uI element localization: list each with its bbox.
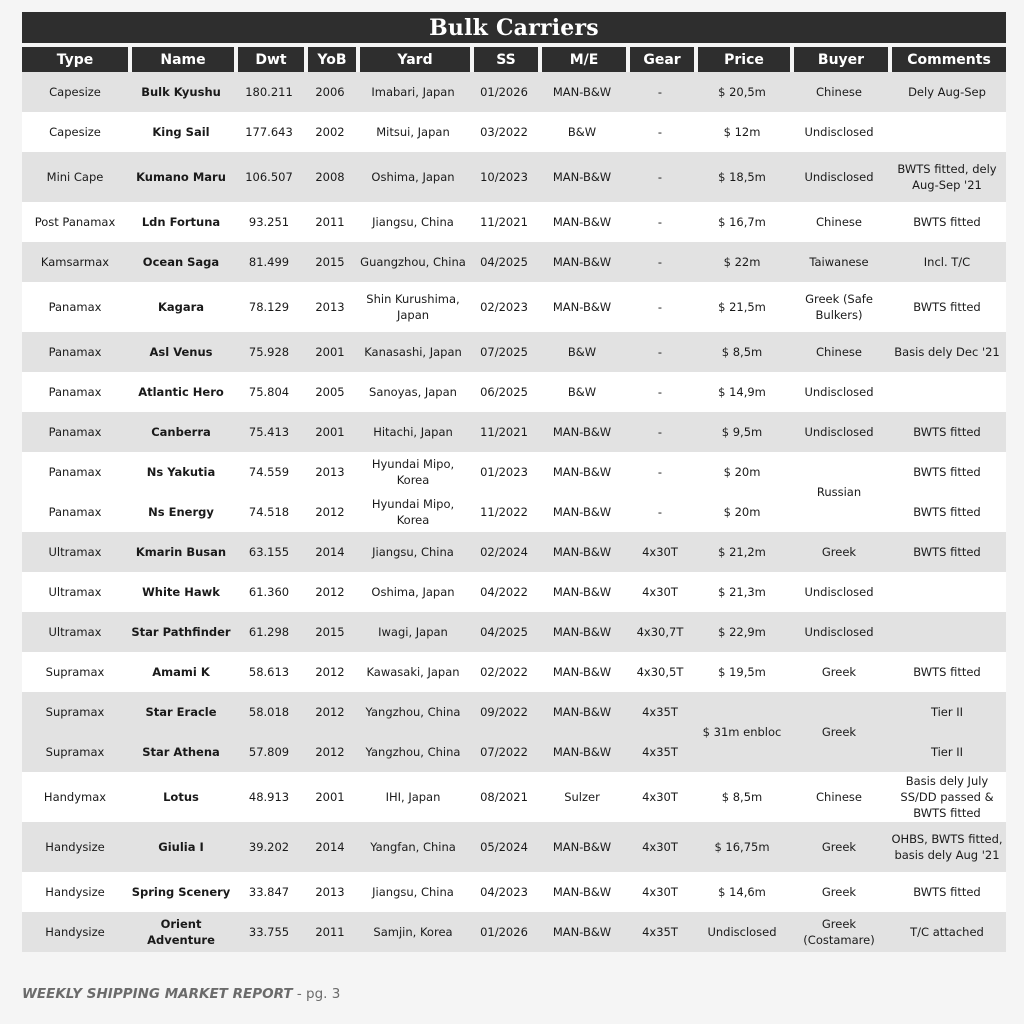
cell-price: $ 12m bbox=[694, 112, 790, 152]
cell-buyer: Greek bbox=[790, 872, 888, 912]
cell-buyer: Undisclosed bbox=[790, 152, 888, 202]
cell-gear: - bbox=[626, 492, 694, 532]
cell-gear: 4x30T bbox=[626, 772, 694, 822]
cell-yob: 2013 bbox=[304, 452, 356, 492]
cell-dwt: 74.559 bbox=[234, 452, 304, 492]
cell-name: Kumano Maru bbox=[128, 152, 234, 202]
report-title: WEEKLY SHIPPING MARKET REPORT bbox=[22, 986, 293, 1002]
cell-dwt: 177.643 bbox=[234, 112, 304, 152]
cell-me: MAN-B&W bbox=[538, 532, 626, 572]
cell-ss: 11/2022 bbox=[470, 492, 538, 532]
cell-me: MAN-B&W bbox=[538, 412, 626, 452]
table-row bbox=[22, 652, 1006, 692]
cell-dwt: 58.613 bbox=[234, 652, 304, 692]
cell-me: MAN-B&W bbox=[538, 732, 626, 772]
cell-type: Handysize bbox=[22, 912, 128, 952]
cell-ss: 04/2025 bbox=[470, 242, 538, 282]
cell-buyer: Chinese bbox=[790, 772, 888, 822]
cell-me: MAN-B&W bbox=[538, 872, 626, 912]
cell-yob: 2001 bbox=[304, 412, 356, 452]
cell-type: Post Panamax bbox=[22, 202, 128, 242]
cell-comments: BWTS fitted, dely Aug-Sep '21 bbox=[888, 152, 1006, 202]
cell-gear: 4x35T bbox=[626, 732, 694, 772]
cell-type: Panamax bbox=[22, 452, 128, 492]
cell-gear: 4x30,7T bbox=[626, 612, 694, 652]
cell-gear: 4x30T bbox=[626, 822, 694, 872]
cell-type: Ultramax bbox=[22, 532, 128, 572]
column-header: Dwt bbox=[234, 47, 304, 72]
cell-yard: Samjin, Korea bbox=[356, 912, 470, 952]
cell-buyer: Greek (Safe Bulkers) bbox=[790, 282, 888, 332]
bulk-carriers-table bbox=[22, 47, 1006, 952]
cell-name: Spring Scenery bbox=[128, 872, 234, 912]
cell-comments: BWTS fitted bbox=[888, 412, 1006, 452]
cell-comments: Incl. T/C bbox=[888, 242, 1006, 282]
cell-dwt: 48.913 bbox=[234, 772, 304, 822]
cell-price: $ 21,2m bbox=[694, 532, 790, 572]
cell-buyer: Taiwanese bbox=[790, 242, 888, 282]
cell-type: Handysize bbox=[22, 872, 128, 912]
table-row bbox=[22, 332, 1006, 372]
cell-buyer: Undisclosed bbox=[790, 612, 888, 652]
cell-buyer: Undisclosed bbox=[790, 112, 888, 152]
cell-ss: 01/2023 bbox=[470, 452, 538, 492]
cell-yard: Yangzhou, China bbox=[356, 692, 470, 732]
cell-comments: BWTS fitted bbox=[888, 872, 1006, 912]
cell-type: Panamax bbox=[22, 412, 128, 452]
cell-ss: 02/2022 bbox=[470, 652, 538, 692]
cell-type: Ultramax bbox=[22, 572, 128, 612]
cell-yard: Kawasaki, Japan bbox=[356, 652, 470, 692]
cell-dwt: 93.251 bbox=[234, 202, 304, 242]
cell-name: Ns Energy bbox=[128, 492, 234, 532]
cell-ss: 04/2022 bbox=[470, 572, 538, 612]
cell-me: Sulzer bbox=[538, 772, 626, 822]
cell-gear: 4x30,5T bbox=[626, 652, 694, 692]
cell-yob: 2008 bbox=[304, 152, 356, 202]
cell-buyer: Undisclosed bbox=[790, 372, 888, 412]
cell-gear: - bbox=[626, 372, 694, 412]
column-header: Name bbox=[128, 47, 234, 72]
cell-me: MAN-B&W bbox=[538, 242, 626, 282]
cell-ss: 07/2022 bbox=[470, 732, 538, 772]
cell-yob: 2012 bbox=[304, 652, 356, 692]
cell-yob: 2013 bbox=[304, 872, 356, 912]
column-header: Gear bbox=[626, 47, 694, 72]
cell-comments bbox=[888, 112, 1006, 152]
cell-dwt: 33.847 bbox=[234, 872, 304, 912]
cell-comments bbox=[888, 572, 1006, 612]
table-row bbox=[22, 242, 1006, 282]
cell-comments: Tier II bbox=[888, 732, 1006, 772]
cell-price: $ 14,6m bbox=[694, 872, 790, 912]
cell-buyer: Undisclosed bbox=[790, 412, 888, 452]
cell-gear: 4x35T bbox=[626, 692, 694, 732]
column-header: SS bbox=[470, 47, 538, 72]
cell-yard: Shin Kurushima, Japan bbox=[356, 282, 470, 332]
cell-gear: - bbox=[626, 72, 694, 112]
cell-yard: Mitsui, Japan bbox=[356, 112, 470, 152]
cell-name: Ldn Fortuna bbox=[128, 202, 234, 242]
cell-type: Panamax bbox=[22, 332, 128, 372]
cell-buyer: Greek bbox=[790, 692, 888, 772]
cell-me: MAN-B&W bbox=[538, 152, 626, 202]
cell-yard: Sanoyas, Japan bbox=[356, 372, 470, 412]
cell-me: B&W bbox=[538, 372, 626, 412]
footer bbox=[22, 986, 340, 1002]
cell-yob: 2014 bbox=[304, 822, 356, 872]
cell-price: $ 18,5m bbox=[694, 152, 790, 202]
table-row bbox=[22, 152, 1006, 202]
cell-me: MAN-B&W bbox=[538, 612, 626, 652]
table-body bbox=[22, 72, 1006, 952]
cell-ss: 10/2023 bbox=[470, 152, 538, 202]
cell-buyer: Greek (Costamare) bbox=[790, 912, 888, 952]
cell-yob: 2011 bbox=[304, 912, 356, 952]
cell-dwt: 33.755 bbox=[234, 912, 304, 952]
cell-name: Star Athena bbox=[128, 732, 234, 772]
cell-gear: 4x30T bbox=[626, 572, 694, 612]
cell-comments: Basis dely July SS/DD passed & BWTS fitted bbox=[888, 772, 1006, 822]
cell-ss: 11/2021 bbox=[470, 412, 538, 452]
cell-gear: - bbox=[626, 242, 694, 282]
cell-type: Panamax bbox=[22, 372, 128, 412]
cell-me: MAN-B&W bbox=[538, 72, 626, 112]
cell-name: Star Pathfinder bbox=[128, 612, 234, 652]
cell-type: Supramax bbox=[22, 692, 128, 732]
cell-price: $ 20,5m bbox=[694, 72, 790, 112]
cell-yard: Guangzhou, China bbox=[356, 242, 470, 282]
cell-yard: Hitachi, Japan bbox=[356, 412, 470, 452]
column-header: YoB bbox=[304, 47, 356, 72]
cell-buyer: Chinese bbox=[790, 332, 888, 372]
cell-gear: 4x35T bbox=[626, 912, 694, 952]
cell-type: Mini Cape bbox=[22, 152, 128, 202]
cell-yob: 2015 bbox=[304, 242, 356, 282]
cell-gear: 4x30T bbox=[626, 872, 694, 912]
cell-ss: 11/2021 bbox=[470, 202, 538, 242]
cell-yard: Jiangsu, China bbox=[356, 202, 470, 242]
cell-ss: 04/2025 bbox=[470, 612, 538, 652]
cell-type: Kamsarmax bbox=[22, 242, 128, 282]
cell-dwt: 75.928 bbox=[234, 332, 304, 372]
column-header: Buyer bbox=[790, 47, 888, 72]
cell-comments: OHBS, BWTS fitted, basis dely Aug '21 bbox=[888, 822, 1006, 872]
cell-me: B&W bbox=[538, 112, 626, 152]
table-row bbox=[22, 532, 1006, 572]
cell-yob: 2001 bbox=[304, 332, 356, 372]
column-header: Comments bbox=[888, 47, 1006, 72]
table-title: Bulk Carriers bbox=[22, 12, 1006, 43]
cell-yob: 2005 bbox=[304, 372, 356, 412]
cell-me: MAN-B&W bbox=[538, 822, 626, 872]
cell-name: Atlantic Hero bbox=[128, 372, 234, 412]
cell-gear: - bbox=[626, 282, 694, 332]
cell-ss: 03/2022 bbox=[470, 112, 538, 152]
cell-buyer: Chinese bbox=[790, 72, 888, 112]
cell-name: Canberra bbox=[128, 412, 234, 452]
cell-price: $ 8,5m bbox=[694, 772, 790, 822]
cell-me: MAN-B&W bbox=[538, 912, 626, 952]
cell-yob: 2012 bbox=[304, 572, 356, 612]
cell-yard: Hyundai Mipo, Korea bbox=[356, 492, 470, 532]
cell-yard: Iwagi, Japan bbox=[356, 612, 470, 652]
cell-name: Orient Adventure bbox=[128, 912, 234, 952]
cell-comments bbox=[888, 612, 1006, 652]
cell-me: B&W bbox=[538, 332, 626, 372]
cell-name: Star Eracle bbox=[128, 692, 234, 732]
cell-buyer: Greek bbox=[790, 532, 888, 572]
cell-comments bbox=[888, 372, 1006, 412]
table-row bbox=[22, 692, 1006, 732]
table-row bbox=[22, 452, 1006, 492]
cell-price: $ 20m bbox=[694, 492, 790, 532]
cell-ss: 02/2023 bbox=[470, 282, 538, 332]
cell-dwt: 180.211 bbox=[234, 72, 304, 112]
cell-name: White Hawk bbox=[128, 572, 234, 612]
cell-type: Handysize bbox=[22, 822, 128, 872]
cell-ss: 09/2022 bbox=[470, 692, 538, 732]
cell-yob: 2001 bbox=[304, 772, 356, 822]
cell-type: Ultramax bbox=[22, 612, 128, 652]
cell-gear: - bbox=[626, 112, 694, 152]
cell-name: Lotus bbox=[128, 772, 234, 822]
cell-gear: 4x30T bbox=[626, 532, 694, 572]
cell-yob: 2012 bbox=[304, 492, 356, 532]
cell-yob: 2011 bbox=[304, 202, 356, 242]
cell-yard: Jiangsu, China bbox=[356, 532, 470, 572]
cell-yob: 2013 bbox=[304, 282, 356, 332]
cell-dwt: 78.129 bbox=[234, 282, 304, 332]
cell-price: $ 16,7m bbox=[694, 202, 790, 242]
cell-price: $ 14,9m bbox=[694, 372, 790, 412]
cell-dwt: 106.507 bbox=[234, 152, 304, 202]
cell-gear: - bbox=[626, 202, 694, 242]
cell-price: Undisclosed bbox=[694, 912, 790, 952]
cell-comments: BWTS fitted bbox=[888, 282, 1006, 332]
table-row bbox=[22, 822, 1006, 872]
cell-type: Supramax bbox=[22, 732, 128, 772]
cell-ss: 04/2023 bbox=[470, 872, 538, 912]
cell-buyer: Undisclosed bbox=[790, 572, 888, 612]
column-header: M/E bbox=[538, 47, 626, 72]
cell-comments: T/C attached bbox=[888, 912, 1006, 952]
cell-dwt: 61.360 bbox=[234, 572, 304, 612]
cell-price: $ 21,3m bbox=[694, 572, 790, 612]
cell-yard: IHI, Japan bbox=[356, 772, 470, 822]
cell-yard: Yangzhou, China bbox=[356, 732, 470, 772]
cell-ss: 01/2026 bbox=[470, 72, 538, 112]
cell-price: $ 9,5m bbox=[694, 412, 790, 452]
cell-gear: - bbox=[626, 452, 694, 492]
cell-buyer: Greek bbox=[790, 822, 888, 872]
cell-me: MAN-B&W bbox=[538, 572, 626, 612]
header-row bbox=[22, 47, 1006, 72]
table-row bbox=[22, 202, 1006, 242]
cell-buyer: Chinese bbox=[790, 202, 888, 242]
table-row bbox=[22, 912, 1006, 952]
cell-name: Asl Venus bbox=[128, 332, 234, 372]
cell-comments: Dely Aug-Sep bbox=[888, 72, 1006, 112]
cell-type: Capesize bbox=[22, 72, 128, 112]
cell-ss: 01/2026 bbox=[470, 912, 538, 952]
cell-comments: Basis dely Dec '21 bbox=[888, 332, 1006, 372]
cell-dwt: 63.155 bbox=[234, 532, 304, 572]
cell-yard: Jiangsu, China bbox=[356, 872, 470, 912]
cell-comments: BWTS fitted bbox=[888, 532, 1006, 572]
cell-me: MAN-B&W bbox=[538, 452, 626, 492]
cell-dwt: 74.518 bbox=[234, 492, 304, 532]
cell-yob: 2012 bbox=[304, 692, 356, 732]
cell-name: Kmarin Busan bbox=[128, 532, 234, 572]
column-header: Price bbox=[694, 47, 790, 72]
cell-yard: Oshima, Japan bbox=[356, 572, 470, 612]
table-row bbox=[22, 282, 1006, 332]
cell-ss: 02/2024 bbox=[470, 532, 538, 572]
cell-price: $ 16,75m bbox=[694, 822, 790, 872]
column-header: Yard bbox=[356, 47, 470, 72]
cell-price: $ 22m bbox=[694, 242, 790, 282]
cell-ss: 07/2025 bbox=[470, 332, 538, 372]
cell-yard: Hyundai Mipo, Korea bbox=[356, 452, 470, 492]
table-row bbox=[22, 412, 1006, 452]
cell-gear: - bbox=[626, 412, 694, 452]
cell-yob: 2014 bbox=[304, 532, 356, 572]
cell-gear: - bbox=[626, 152, 694, 202]
cell-me: MAN-B&W bbox=[538, 202, 626, 242]
cell-comments: BWTS fitted bbox=[888, 492, 1006, 532]
cell-dwt: 39.202 bbox=[234, 822, 304, 872]
cell-comments: BWTS fitted bbox=[888, 202, 1006, 242]
cell-type: Supramax bbox=[22, 652, 128, 692]
cell-dwt: 58.018 bbox=[234, 692, 304, 732]
cell-me: MAN-B&W bbox=[538, 652, 626, 692]
cell-name: Bulk Kyushu bbox=[128, 72, 234, 112]
table-row bbox=[22, 572, 1006, 612]
table-row bbox=[22, 612, 1006, 652]
table-row bbox=[22, 372, 1006, 412]
page-number: - pg. 3 bbox=[296, 986, 341, 1002]
cell-yob: 2015 bbox=[304, 612, 356, 652]
cell-price: $ 20m bbox=[694, 452, 790, 492]
cell-comments: BWTS fitted bbox=[888, 652, 1006, 692]
cell-name: Amami K bbox=[128, 652, 234, 692]
cell-yard: Oshima, Japan bbox=[356, 152, 470, 202]
cell-ss: 06/2025 bbox=[470, 372, 538, 412]
cell-buyer: Russian bbox=[790, 452, 888, 532]
cell-yob: 2002 bbox=[304, 112, 356, 152]
cell-comments: Tier II bbox=[888, 692, 1006, 732]
cell-me: MAN-B&W bbox=[538, 492, 626, 532]
cell-name: Ocean Saga bbox=[128, 242, 234, 282]
cell-price: $ 21,5m bbox=[694, 282, 790, 332]
cell-buyer: Greek bbox=[790, 652, 888, 692]
cell-name: King Sail bbox=[128, 112, 234, 152]
cell-type: Panamax bbox=[22, 492, 128, 532]
cell-dwt: 57.809 bbox=[234, 732, 304, 772]
cell-type: Capesize bbox=[22, 112, 128, 152]
table-row bbox=[22, 72, 1006, 112]
cell-yard: Imabari, Japan bbox=[356, 72, 470, 112]
cell-gear: - bbox=[626, 332, 694, 372]
cell-name: Kagara bbox=[128, 282, 234, 332]
page bbox=[22, 12, 1006, 952]
cell-yard: Kanasashi, Japan bbox=[356, 332, 470, 372]
table-row bbox=[22, 112, 1006, 152]
cell-dwt: 75.413 bbox=[234, 412, 304, 452]
cell-yob: 2012 bbox=[304, 732, 356, 772]
cell-price: $ 22,9m bbox=[694, 612, 790, 652]
cell-name: Ns Yakutia bbox=[128, 452, 234, 492]
cell-yob: 2006 bbox=[304, 72, 356, 112]
cell-name: Giulia I bbox=[128, 822, 234, 872]
cell-dwt: 75.804 bbox=[234, 372, 304, 412]
cell-type: Handymax bbox=[22, 772, 128, 822]
table-row bbox=[22, 772, 1006, 822]
cell-price: $ 8,5m bbox=[694, 332, 790, 372]
cell-ss: 08/2021 bbox=[470, 772, 538, 822]
cell-dwt: 61.298 bbox=[234, 612, 304, 652]
cell-yard: Yangfan, China bbox=[356, 822, 470, 872]
cell-me: MAN-B&W bbox=[538, 282, 626, 332]
cell-type: Panamax bbox=[22, 282, 128, 332]
cell-price: $ 19,5m bbox=[694, 652, 790, 692]
cell-price: $ 31m enbloc bbox=[694, 692, 790, 772]
cell-ss: 05/2024 bbox=[470, 822, 538, 872]
cell-comments: BWTS fitted bbox=[888, 452, 1006, 492]
cell-me: MAN-B&W bbox=[538, 692, 626, 732]
column-header: Type bbox=[22, 47, 128, 72]
table-row bbox=[22, 872, 1006, 912]
cell-dwt: 81.499 bbox=[234, 242, 304, 282]
